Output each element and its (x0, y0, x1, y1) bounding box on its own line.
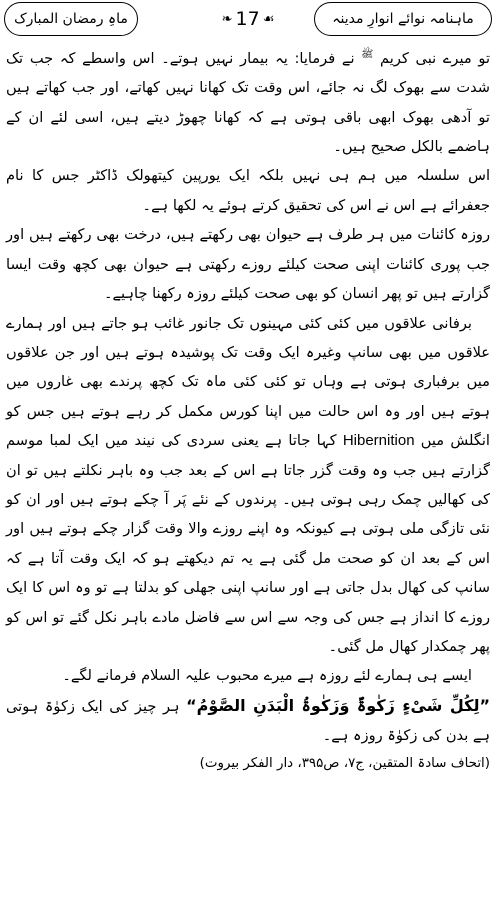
hadith-translation: ہر چیز کی ایک زکوٰۃ ہوتی ہے بدن کی زکوٰۃ روزہ ہے۔ (6, 697, 490, 745)
paragraph-4-text-a: برفانی علاقوں میں کئی کئی مہینوں تک جانور غائب ہو جاتے ہیں اور ہمارے علاقوں میں بھی سانپ وغیرہ ایک وقت تک پوشیدہ ہوتے ہیں اور جن علاقوں میں برفباری ہوتی ہے وہاں تو کئی کئی ماہ تک کچھ پرندے بھی غاروں میں ہوتے ہیں اور وہ اس حالت میں اپنا کورس مکمل کر رہے ہوتے ہیں جس کو انگلش میں (6, 314, 490, 450)
paragraph-4-text-b: کہا جاتا ہے یعنی سردی کی نیند میں ایک لمبا موسم گزارتے ہیں جب وہ وقت گزر جاتا ہے اس کے بعد جب وہ باہر نکلتے ہیں تو ان کی کھالیں چمک رہی ہوتی ہیں۔ پرندوں کے نئے پَر آ چکے ہوتے ہیں اور ان کو نئی تازگی ملی ہوتی ہے کیونکہ وہ اپنے روزے والا وقت گزار چکے ہوتے ہیں اور اس کے بعد ان کو صحت مل گئی ہے یہ تم دیکھتے ہو کہ ایک وقت آتا ہے کہ سانپ کی کھال بدل جاتی ہے اور سانپ اپنی جھلی کو بدلتا ہے تو وہ اس کا ایک روزے کا انداز ہے جس کی وجہ سے اس سے فاضل مادے باہر نکل گئے تو اس کو پھر چمکدار کھال مل گئی۔ (6, 432, 490, 655)
hadith-reference: (اتحاف سادۃ المتقین، ج۷، ص۳۹۵، دار الفکر بیروت) (199, 755, 490, 771)
ornament-right-icon: ☙ (262, 11, 275, 27)
paragraph-1 (6, 40, 490, 161)
paragraph-1-text-b: نے فرمایا: یہ بیمار نہیں ہوتے۔ اس واسطے کہ جب تک شدت سے بھوک لگ نہ جائے، اس وقت تک کھانا نہیں کھاتے، اور جب کھاتے ہیں تو آدھی بھوک ابھی باقی ہوتی ہے کہ کھانا چھوڑ دیتے ہیں، اسی لئے ان کے ہاضمے بالکل صحیح ہیں۔ (6, 49, 490, 156)
page-number-box (211, 4, 285, 34)
paragraph-2: اس سلسلہ میں ہم ہی نہیں بلکہ ایک یورپین کیتھولک ڈاکٹر جس کا نام جعفرائے ہے اس نے اس کی تحقیق کرتے ہوئے یہ لکھا ہے۔ (6, 167, 490, 214)
paragraph-5: ایسے ہی ہمارے لئے روزہ ہے میرے محبوب علیہ السلام فرمانے لگے۔ (62, 667, 472, 685)
ornament-left-icon: ❧ (221, 11, 233, 27)
paragraph-4 (6, 309, 490, 662)
english-term: Hibernition (342, 432, 415, 450)
paragraph-6 (6, 691, 490, 751)
article-body (6, 40, 490, 777)
arabic-hadith-quote: ”لِکُلِّ شَیْءٍ زَکٰوۃٌ وَزَکٰوۃُ الْبَدَنِ الصَّوْمُ“ (186, 695, 491, 715)
magazine-title: ماہنامہ نوائے انوارِ مدینہ (332, 11, 474, 27)
magazine-title-box (314, 2, 492, 36)
page-number: 17 (235, 8, 260, 30)
issue-month-box (4, 2, 138, 36)
issue-month: ماہِ رمضان المبارک (14, 11, 128, 27)
page-header (4, 2, 492, 38)
paragraph-1-text-a: تو میرے نبی کریم (380, 49, 491, 67)
salutation-mark: ﷺ (361, 49, 374, 60)
paragraph-3: روزہ کائنات میں ہر طرف ہے حیوان بھی رکھتے ہیں، درخت بھی رکھتے ہیں اور جب پوری کائنات اپنی صحت کیلئے روزے رکھتی ہے حیوان بھی کچھ وقت ایسا گزارتے ہیں تو پھر انسان کو بھی صحت کیلئے روزہ رکھنا چاہیے۔ (6, 226, 490, 303)
